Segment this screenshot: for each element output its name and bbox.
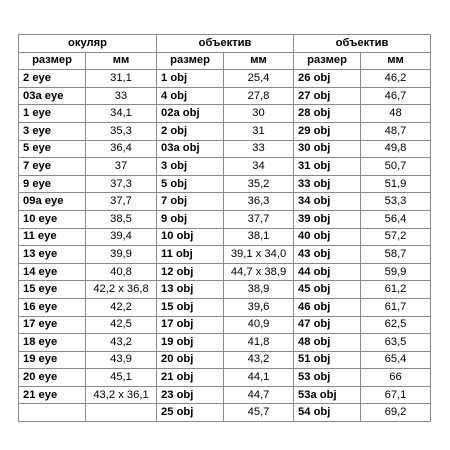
sub-header-size: размер — [294, 52, 361, 70]
size-name-cell: 19 obj — [157, 334, 224, 352]
size-mm-cell: 37,7 — [86, 193, 157, 211]
size-name-cell: 21 obj — [157, 369, 224, 387]
table-row — [19, 351, 431, 369]
size-name-cell: 9 obj — [157, 210, 224, 228]
size-name-cell: 39 obj — [294, 210, 361, 228]
size-mm-cell: 37,7 — [224, 210, 294, 228]
table-row — [19, 70, 431, 88]
size-mm-cell: 33 — [86, 87, 157, 105]
sub-header-size: размер — [19, 52, 86, 70]
size-name-cell — [19, 404, 86, 422]
size-name-cell: 5 obj — [157, 175, 224, 193]
size-name-cell: 09a eye — [19, 193, 86, 211]
size-name-cell: 43 obj — [294, 246, 361, 264]
size-mm-cell: 67,1 — [361, 386, 431, 404]
size-name-cell: 17 eye — [19, 316, 86, 334]
size-mm-cell: 35,3 — [86, 122, 157, 140]
group-header-objective-2: объектив — [294, 35, 431, 53]
size-mm-cell: 36,4 — [86, 140, 157, 158]
group-header-objective-1: объектив — [157, 35, 294, 53]
size-mm-cell: 57,2 — [361, 228, 431, 246]
sub-header-mm: мм — [86, 52, 157, 70]
table-row — [19, 316, 431, 334]
size-name-cell: 02a obj — [157, 105, 224, 123]
size-name-cell: 13 obj — [157, 281, 224, 299]
size-mm-cell — [86, 404, 157, 422]
table-row — [19, 140, 431, 158]
size-mm-cell: 44,1 — [224, 369, 294, 387]
size-mm-cell: 45,1 — [86, 369, 157, 387]
table-row — [19, 334, 431, 352]
size-mm-cell: 35,2 — [224, 175, 294, 193]
table-row — [19, 281, 431, 299]
size-mm-cell: 43,2 — [224, 351, 294, 369]
size-mm-cell: 65,4 — [361, 351, 431, 369]
size-name-cell: 26 obj — [294, 70, 361, 88]
size-name-cell: 10 eye — [19, 210, 86, 228]
size-mm-cell: 27,8 — [224, 87, 294, 105]
size-name-cell: 51 obj — [294, 351, 361, 369]
size-name-cell: 7 obj — [157, 193, 224, 211]
size-name-cell: 21 eye — [19, 386, 86, 404]
size-table-container — [18, 34, 430, 422]
group-header-eyepiece: окуляр — [19, 35, 157, 53]
size-mm-cell: 62,5 — [361, 316, 431, 334]
size-name-cell: 11 eye — [19, 228, 86, 246]
size-mm-cell: 41,8 — [224, 334, 294, 352]
table-row — [19, 158, 431, 176]
size-name-cell: 25 obj — [157, 404, 224, 422]
size-name-cell: 19 eye — [19, 351, 86, 369]
size-mm-cell: 61,7 — [361, 298, 431, 316]
size-name-cell: 40 obj — [294, 228, 361, 246]
size-mm-cell: 34,1 — [86, 105, 157, 123]
size-mm-cell: 42,2 — [86, 298, 157, 316]
size-mm-cell: 39,6 — [224, 298, 294, 316]
table-row — [19, 87, 431, 105]
size-mm-cell: 69,2 — [361, 404, 431, 422]
table-row — [19, 298, 431, 316]
size-name-cell: 44 obj — [294, 263, 361, 281]
size-mm-cell: 38,9 — [224, 281, 294, 299]
size-name-cell: 30 obj — [294, 140, 361, 158]
size-mm-cell: 34 — [224, 158, 294, 176]
size-name-cell: 27 obj — [294, 87, 361, 105]
size-name-cell: 10 obj — [157, 228, 224, 246]
size-mm-cell: 43,9 — [86, 351, 157, 369]
size-name-cell: 3 obj — [157, 158, 224, 176]
size-name-cell: 9 eye — [19, 175, 86, 193]
size-name-cell: 17 obj — [157, 316, 224, 334]
size-name-cell: 5 eye — [19, 140, 86, 158]
table-row — [19, 404, 431, 422]
size-name-cell: 20 eye — [19, 369, 86, 387]
size-name-cell: 03a obj — [157, 140, 224, 158]
size-mm-cell: 48 — [361, 105, 431, 123]
size-mm-cell: 43,2 — [86, 334, 157, 352]
size-mm-cell: 44,7 x 38,9 — [224, 263, 294, 281]
size-name-cell: 46 obj — [294, 298, 361, 316]
size-mm-cell: 46,2 — [361, 70, 431, 88]
size-mm-cell: 40,8 — [86, 263, 157, 281]
table-row — [19, 246, 431, 264]
size-mm-cell: 33 — [224, 140, 294, 158]
sub-header-size: размер — [157, 52, 224, 70]
size-name-cell: 1 eye — [19, 105, 86, 123]
size-mm-cell: 36,3 — [224, 193, 294, 211]
size-mm-cell: 45,7 — [224, 404, 294, 422]
size-name-cell: 23 obj — [157, 386, 224, 404]
size-name-cell: 48 obj — [294, 334, 361, 352]
size-name-cell: 34 obj — [294, 193, 361, 211]
size-mm-cell: 50,7 — [361, 158, 431, 176]
size-name-cell: 7 eye — [19, 158, 86, 176]
size-mm-cell: 37 — [86, 158, 157, 176]
size-mm-cell: 66 — [361, 369, 431, 387]
size-name-cell: 13 eye — [19, 246, 86, 264]
group-header-row — [19, 35, 431, 53]
size-name-cell: 4 obj — [157, 87, 224, 105]
eyepiece-objective-size-table — [18, 34, 431, 422]
sub-header-row — [19, 52, 431, 70]
table-body — [19, 70, 431, 422]
size-mm-cell: 63,5 — [361, 334, 431, 352]
size-name-cell: 45 obj — [294, 281, 361, 299]
table-row — [19, 386, 431, 404]
size-name-cell: 12 obj — [157, 263, 224, 281]
size-mm-cell: 39,1 x 34,0 — [224, 246, 294, 264]
size-name-cell: 11 obj — [157, 246, 224, 264]
size-name-cell: 33 obj — [294, 175, 361, 193]
size-mm-cell: 25,4 — [224, 70, 294, 88]
size-mm-cell: 39,4 — [86, 228, 157, 246]
size-mm-cell: 51,9 — [361, 175, 431, 193]
size-mm-cell: 58,7 — [361, 246, 431, 264]
sub-header-mm: мм — [361, 52, 431, 70]
size-mm-cell: 59,9 — [361, 263, 431, 281]
size-mm-cell: 30 — [224, 105, 294, 123]
size-name-cell: 54 obj — [294, 404, 361, 422]
size-name-cell: 53a obj — [294, 386, 361, 404]
table-row — [19, 122, 431, 140]
table-row — [19, 193, 431, 211]
size-name-cell: 1 obj — [157, 70, 224, 88]
size-name-cell: 2 obj — [157, 122, 224, 140]
table-row — [19, 369, 431, 387]
size-name-cell: 15 obj — [157, 298, 224, 316]
size-name-cell: 03a eye — [19, 87, 86, 105]
size-name-cell: 15 eye — [19, 281, 86, 299]
size-name-cell: 53 obj — [294, 369, 361, 387]
size-mm-cell: 49,8 — [361, 140, 431, 158]
size-mm-cell: 42,2 x 36,8 — [86, 281, 157, 299]
size-mm-cell: 31 — [224, 122, 294, 140]
size-mm-cell: 39,9 — [86, 246, 157, 264]
size-mm-cell: 46,7 — [361, 87, 431, 105]
table-row — [19, 210, 431, 228]
table-row — [19, 263, 431, 281]
size-mm-cell: 37,3 — [86, 175, 157, 193]
size-mm-cell: 56,4 — [361, 210, 431, 228]
size-name-cell: 31 obj — [294, 158, 361, 176]
size-mm-cell: 43,2 x 36,1 — [86, 386, 157, 404]
size-name-cell: 3 eye — [19, 122, 86, 140]
size-name-cell: 2 eye — [19, 70, 86, 88]
size-mm-cell: 48,7 — [361, 122, 431, 140]
size-name-cell: 20 obj — [157, 351, 224, 369]
size-mm-cell: 31,1 — [86, 70, 157, 88]
sub-header-mm: мм — [224, 52, 294, 70]
size-mm-cell: 44,7 — [224, 386, 294, 404]
size-mm-cell: 40,9 — [224, 316, 294, 334]
size-mm-cell: 38,5 — [86, 210, 157, 228]
size-name-cell: 29 obj — [294, 122, 361, 140]
size-name-cell: 18 eye — [19, 334, 86, 352]
size-name-cell: 16 eye — [19, 298, 86, 316]
size-mm-cell: 61,2 — [361, 281, 431, 299]
size-mm-cell: 38,1 — [224, 228, 294, 246]
size-mm-cell: 42,5 — [86, 316, 157, 334]
size-mm-cell: 53,3 — [361, 193, 431, 211]
table-row — [19, 228, 431, 246]
table-row — [19, 175, 431, 193]
size-name-cell: 28 obj — [294, 105, 361, 123]
size-name-cell: 14 eye — [19, 263, 86, 281]
table-row — [19, 105, 431, 123]
size-name-cell: 47 obj — [294, 316, 361, 334]
